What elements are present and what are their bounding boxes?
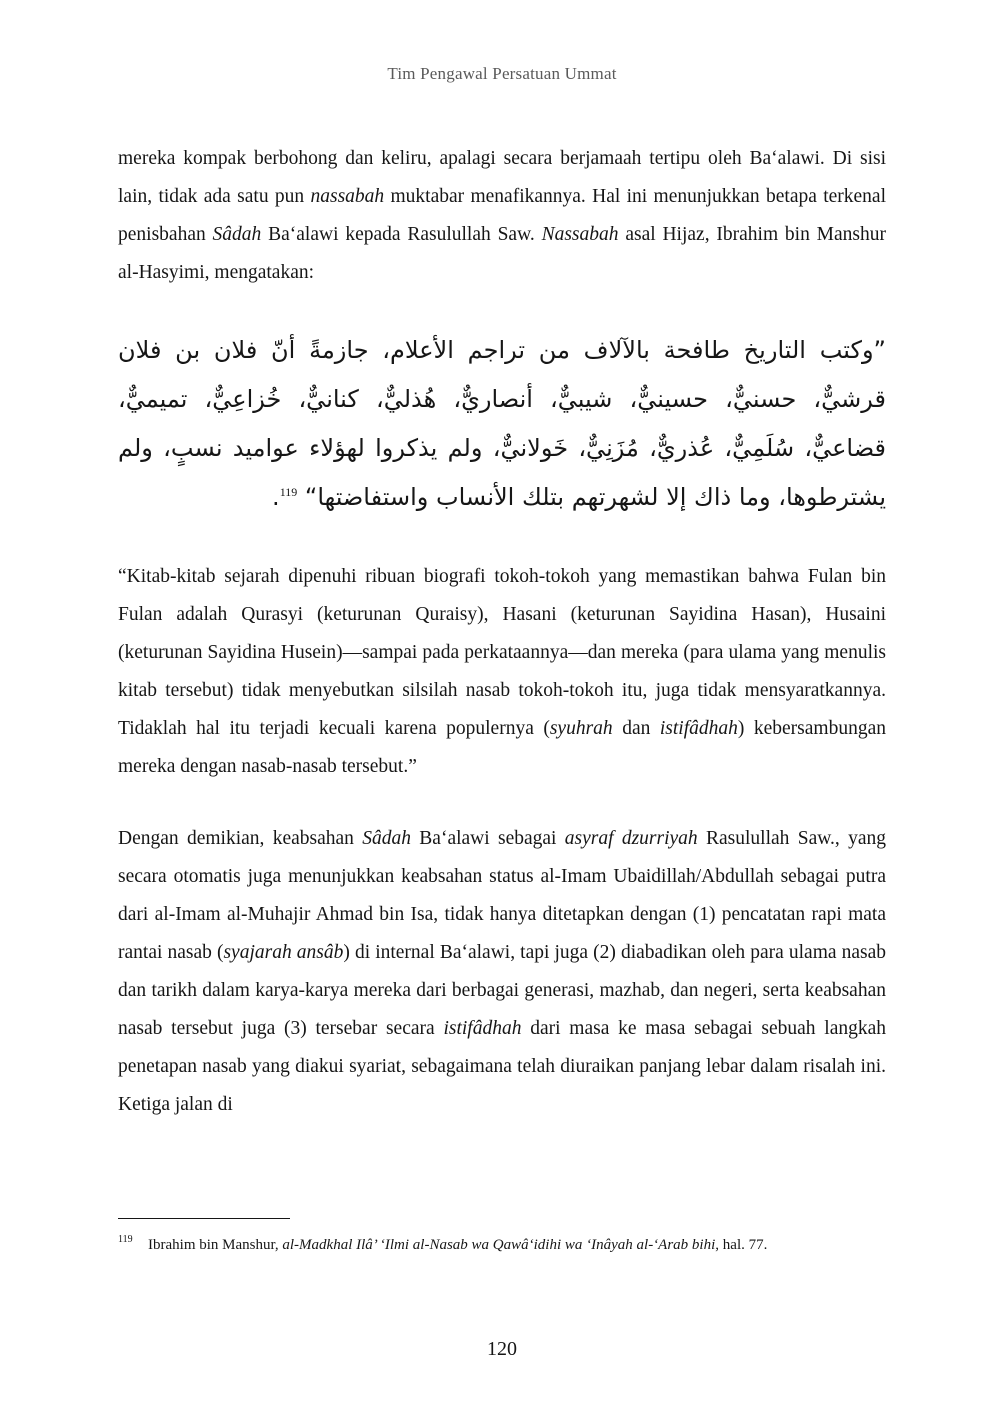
footnote-text: Ibrahim bin Manshur, al-Madkhal Ilâ’ ‘Ilmi al-Nasab wa Qawâ‘idihi wa ‘Inâyah al-‘Arab bihi, hal. 77. xyxy=(148,1237,768,1253)
running-header: Tim Pengawal Persatuan Ummat xyxy=(387,64,617,83)
footnote-number-text: 119 xyxy=(118,1234,133,1245)
arabic-quote xyxy=(118,326,886,522)
footnote-area xyxy=(118,1218,886,1257)
paragraph-conclusion: Dengan demikian, keabsahan Sâdah Ba‘alawi sebagai asyraf dzurriyah Rasulullah Saw., yang secara otomatis juga menunjukkan keabsahan status al-Imam Ubaidillah/Abdullah sebagai putra dari al-Imam al-Muhajir Ahmad bin Isa, tidak hanya ditetapkan dengan (1) pencatatan rapi mata rantai nasab (syajarah ansâb) di internal Ba‘alawi, tapi juga (2) diabadikan oleh para ulama nasab dan tarikh dalam karya-karya mereka dari berbagai generasi, mazhab, dan negeri, serta keabsahan nasab tersebut juga (3) tersebar secara istifâdhah dari masa ke masa sebagai sebuah langkah penetapan nasab yang diakui syariat, sebagaimana telah diuraikan panjang lebar dalam risalah ini. Ketiga jalan di xyxy=(118,828,886,1115)
body-text xyxy=(118,140,886,1124)
paragraph-intro: mereka kompak berbohong dan keliru, apalagi secara berjamaah tertipu oleh Ba‘alawi. Di sisi lain, tidak ada satu pun nassabah muktabar menafikannya. Hal ini menunjukkan betapa terkenal penisbahan Sâdah Ba‘alawi kepada Rasulullah Saw. Nassabah asal Hijaz, Ibrahim bin Manshur al-Hasyimi, mengatakan: xyxy=(118,148,887,283)
page-number: 120 xyxy=(487,1338,517,1360)
footnote-119 xyxy=(118,1233,886,1257)
footnote-number xyxy=(118,1233,148,1257)
footnote-ref-119: 119 xyxy=(279,485,298,499)
arabic-quote-period: . xyxy=(272,483,280,511)
paragraph-translation: “Kitab-kitab sejarah dipenuhi ribuan biografi tokoh-tokoh yang memastikan bahwa Fulan bin Fulan adalah Qurasyi (keturunan Quraisy), Hasani (keturunan Sayidina Hasan), Husaini (keturunan Sayidina Husein)—sampai pada perkataannya—dan mereka (para ulama yang menulis kitab tersebut) tidak menyebutkan silsilah nasab tokoh-tokoh itu, juga tidak mensyaratkannya. Tidaklah hal itu terjadi kecuali karena populernya (syuhrah dan istifâdhah) kebersambungan mereka dengan nasab-nasab tersebut.” xyxy=(118,566,886,777)
footnote-divider xyxy=(118,1218,290,1219)
arabic-quote-text: ”وكتب التاريخ طافحة بالآلاف من تراجم الأعلام، جازمةً أنّ فلان بن فلان قرشيٌّ، حسنيٌّ، حسينيٌّ، شيبيٌّ، أنصاريٌّ، هُذليٌّ، كنانيٌّ، خُزاعِيٌّ، تميميٌّ، قضاعيٌّ، سُلَمِيٌّ، عُذريٌّ، مُزَنِيٌّ، خَولانيٌّ، ولم يذكروا لهؤلاء عواميد نسبٍ، ولم يشترطوها، وما ذاك إلا لشهرتهم بتلك الأنساب واستفاضتها“ xyxy=(118,336,886,511)
